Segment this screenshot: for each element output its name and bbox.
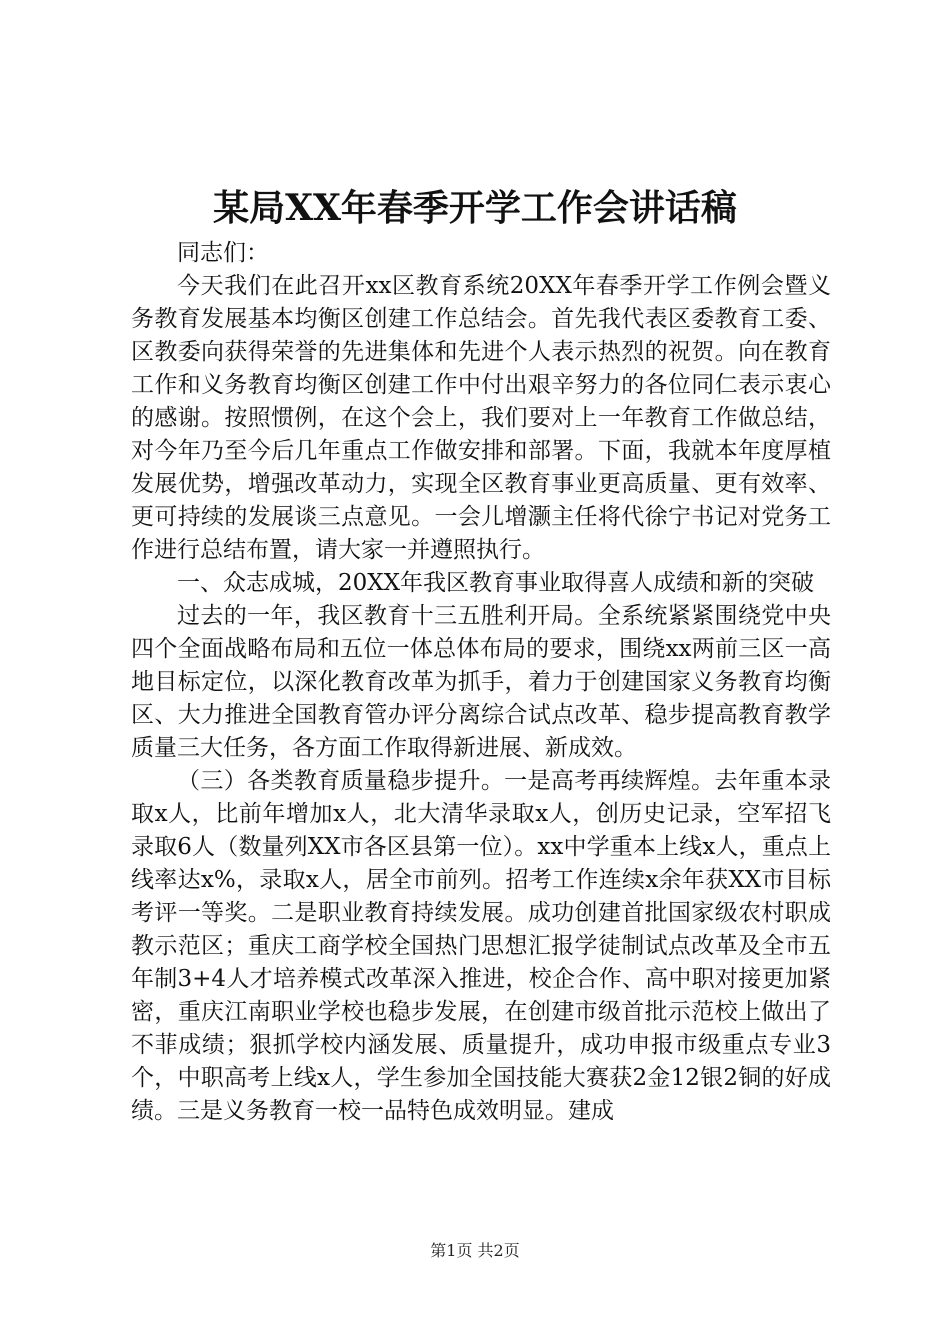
page-footer: 第1页 共2页 <box>430 1241 520 1260</box>
salutation: 同志们： <box>177 240 269 266</box>
section-heading-1: 一、众志成城，20XX年我区教育事业取得喜人成绩和新的突破 <box>177 570 815 596</box>
document-body <box>131 237 831 1128</box>
document-title: 某局XX年春季开学工作会讲话稿 <box>213 187 737 229</box>
paragraph-review: 过去的一年，我区教育十三五胜利开局。全系统紧紧围绕党中央四个全面战略布局和五位一体总体布局的要求，围绕xx两前三区一高地目标定位，以深化教育改革为抓手，着力于创建国家义务教育均衡区、大力推进全国教育管办评分离综合试点改革、稳步提高教育教学质量三大任务，各方面工作取得新进展、新成效。 <box>131 603 831 761</box>
paragraph-quality: （三）各类教育质量稳步提升。一是高考再续辉煌。去年重本录取x人，比前年增加x人，北大清华录取x人，创历史记录，空军招飞录取6人（数量列XX市各区县第一位）。xx中学重本上线x人，重点上线率达x%，录取x人，居全市前列。招考工作连续x余年获XX市目标考评一等奖。二是职业教育持续发展。成功创建首批国家级农村职成教示范区；重庆工商学校全国热门思想汇报学徒制试点改革及全市五年制3+4人才培养模式改革深入推进，校企合作、高中职对接更加紧密，重庆江南职业学校也稳步发展，在创建市级首批示范校上做出了不菲成绩；狠抓学校内涵发展、质量提升，成功申报市级重点专业3个，中职高考上线x人，学生参加全国技能大赛获2金12银2铜的好成绩。三是义务教育一校一品特色成效明显。建成 <box>131 768 831 1124</box>
paragraph-intro: 今天我们在此召开xx区教育系统20XX年春季开学工作例会暨义务教育发展基本均衡区创建工作总结会。首先我代表区委教育工委、区教委向获得荣誉的先进集体和先进个人表示热烈的祝贺。向在教育工作和义务教育均衡区创建工作中付出艰辛努力的各位同仁表示衷心的感谢。按照惯例，在这个会上，我们要对上一年教育工作做总结，对今年乃至今后几年重点工作做安排和部署。下面，我就本年度厚植发展优势，增强改革动力，实现全区教育事业更高质量、更有效率、更可持续的发展谈三点意见。一会儿增灏主任将代徐宁书记对党务工作进行总结布置，请大家一并遵照执行。 <box>131 273 831 563</box>
